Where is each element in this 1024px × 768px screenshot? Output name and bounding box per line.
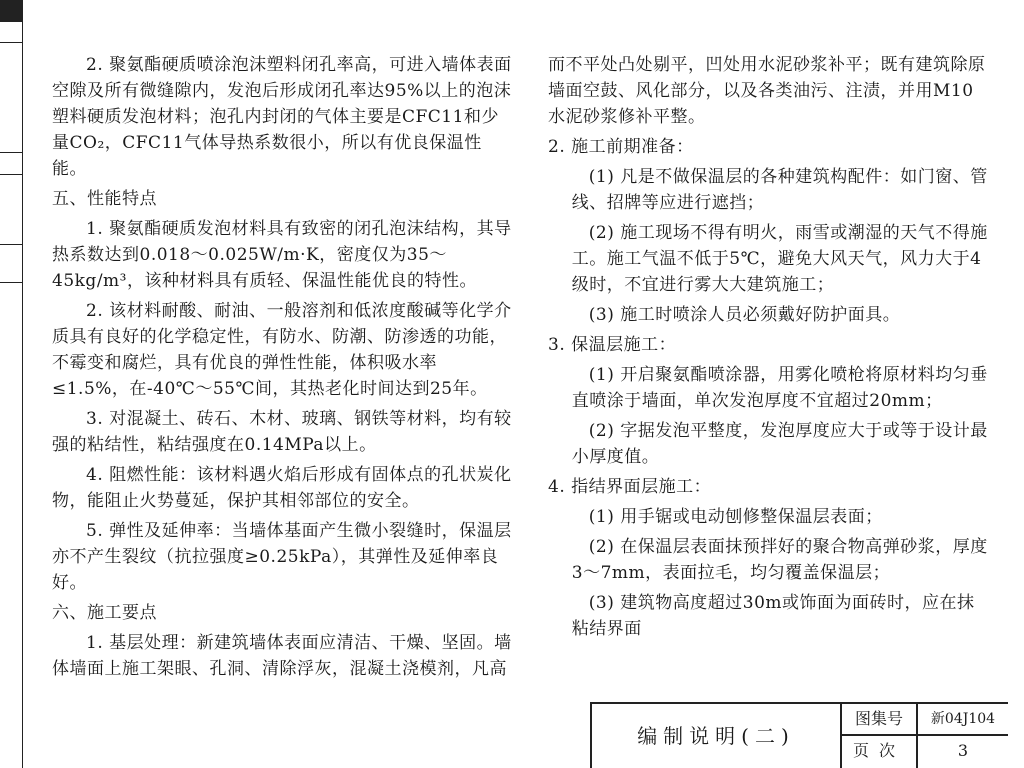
paragraph: (2) 在保温层表面抹预拌好的聚合物高弹砂浆，厚度3～7mm，表面拉毛，均匀覆盖保温层； — [571, 537, 988, 583]
paragraph: (1) 开启聚氨酯喷涂器，用雾化喷枪将原材料均匀垂直喷涂于墙面，单次发泡厚度不宜超过20mm； — [571, 365, 988, 411]
paragraph: (2) 字据发泡平整度，发泡厚度应大于或等于设计最小厚度值。 — [571, 421, 988, 467]
strip-cell-5 — [0, 244, 22, 283]
sheet-title: 编制说明(二) — [592, 704, 842, 768]
paragraph: 五、性能特点 — [52, 189, 157, 209]
paragraph: (2) 施工现场不得有明火，雨雪或潮湿的天气不得施工。施工气温不低于5℃，避免大风天气，风力大于4级时，不宜进行雾大大建筑施工； — [571, 223, 988, 295]
right-text-column — [548, 52, 988, 646]
paragraph: 5. 弹性及延伸率：当墙体基面产生微小裂缝时，保温层亦不产生裂纹（抗拉强度≥0.25kPa），其弹性及延伸率良好。 — [52, 521, 512, 593]
atlas-number-value: 新04J104 — [918, 704, 1008, 736]
page-number: 3 — [957, 741, 969, 760]
left-text-column — [52, 52, 514, 686]
paragraph: (1) 凡是不做保温层的各种建筑构配件：如门窗、管线、招牌等应进行遮挡； — [571, 167, 988, 213]
binding-strip — [0, 0, 23, 768]
paragraph: 2. 该材料耐酸、耐油、一般溶剂和低浓度酸碱等化学介质具有良好的化学稳定性，有防水、防潮、防渗透的功能，不霉变和腐烂，具有优良的弹性性能，体积吸水率≤1.5%，在-40℃～55℃间，其热老化时间达到25年。 — [52, 301, 512, 399]
strip-cell-4 — [0, 174, 22, 245]
strip-cell-1 — [0, 0, 22, 43]
strip-cell-3 — [0, 152, 22, 175]
paragraph: (1) 用手锯或电动刨修整保温层表面； — [588, 507, 883, 527]
paragraph: 2. 施工前期准备： — [548, 137, 694, 157]
paragraph: 六、施工要点 — [52, 603, 157, 623]
strip-cell-6 — [0, 282, 22, 377]
paragraph: 4. 指结界面层施工： — [548, 477, 712, 497]
paragraph: 2. 聚氨酯硬质喷涂泡沫塑料闭孔率高，可进入墙体表面空隙及所有微缝隙内，发泡后形成闭孔率达95%以上的泡沫塑料硬质发泡材料；泡孔内封闭的气体主要是CFC11和少量CO₂，CFC11气体导热系数很小，所以有优良保温性能。 — [52, 55, 512, 179]
paragraph: 而不平处凸处剔平，凹处用水泥砂浆补平；既有建筑除原墙面空鼓、风化部分，以及各类油污、注渍，并用M10水泥砂浆修补平整。 — [548, 55, 986, 127]
paragraph: (3) 建筑物高度超过30m或饰面为面砖时，应在抹粘结界面 — [571, 593, 975, 639]
paragraph: (3) 施工时喷涂人员必须戴好防护面具。 — [588, 305, 901, 325]
page-label: 页次 — [842, 736, 918, 768]
paragraph: 1. 聚氨酯硬质发泡材料具有致密的闭孔泡沫结构，其导热系数达到0.018～0.025W/m·K，密度仅为35～45kg/m³，该种材料具有质轻、保温性能优良的特性。 — [52, 219, 512, 291]
paragraph: 3. 对混凝土、砖石、木材、玻璃、钢铁等材料，均有较强的粘结性，粘结强度在0.14MPa以上。 — [52, 409, 512, 455]
paragraph: 3. 保温层施工： — [548, 335, 677, 355]
atlas-number-label: 图集号 — [842, 704, 918, 736]
strip-cell-2 — [0, 42, 22, 153]
title-block — [590, 702, 1008, 768]
paragraph: 1. 基层处理：新建筑墙体表面应清洁、干燥、坚固。墙体墙面上施工架眼、孔洞、清除浮灰，混凝土浇模剂，凡高 — [52, 633, 512, 679]
paragraph: 4. 阻燃性能：该材料遇火焰后形成有固体点的孔状炭化物，能阻止火势蔓延，保护其相邻部位的安全。 — [52, 465, 512, 511]
